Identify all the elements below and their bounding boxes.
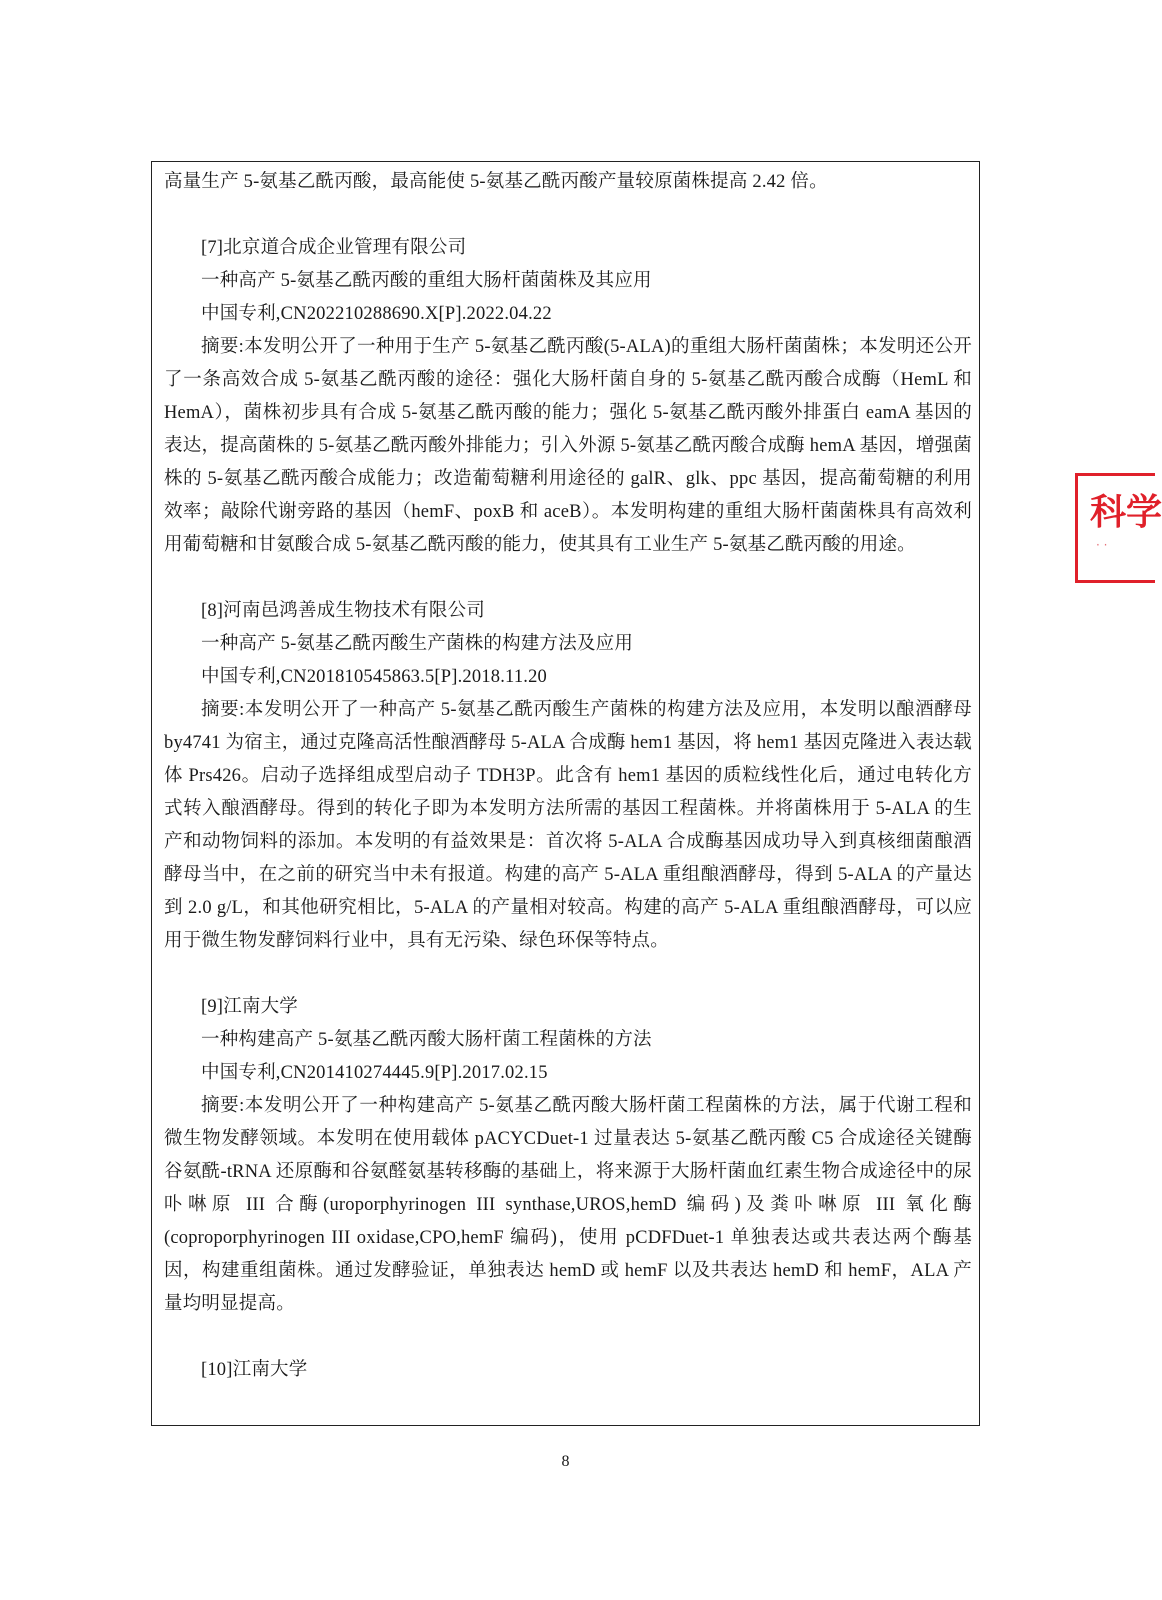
reference-patent: 中国专利,CN201410274445.9[P].2017.02.15 — [201, 1063, 548, 1083]
reference-abstract: 摘要:本发明公开了一种高产 5-氨基乙酰丙酸生产菌株的构建方法及应用，本发明以酿酒酵母 by4741 为宿主，通过克隆高活性酿酒酵母 5-ALA 合成酶 hem1 基因，将 hem1 基因克隆进入表达载体 Prs426。启动子选择组成型启动子 TDH3P。此含有 hem1 基因的质粒线性化后，通过电转化方式转入酿酒酵母。得到的转化子即为本发明方法所需的基因工程菌株。并将菌株用于 5-ALA 的生产和动物饲料的添加。本发明的有益效果是：首次将 5-ALA 合成酶基因成功导入到真核细菌酿酒酵母当中，在之前的研究当中未有报道。构建的高产 5-ALA 重组酿酒酵母，得到 5-ALA 的产量达到 2.0 g/L，和其他研究相比，5-ALA 的产量相对较高。构建的高产 5-ALA 重组酿酒酵母，可以应用于微生物发酵饲料行业中，具有无污染、绿色环保等特点。 — [164, 700, 972, 951]
reference-title: 一种高产 5-氨基乙酰丙酸生产菌株的构建方法及应用 — [201, 634, 634, 654]
document-frame — [151, 161, 980, 1426]
intro-line: 高量生产 5-氨基乙酰丙酸，最高能使 5-氨基乙酰丙酸产量较原菌株提高 2.42 倍。 — [164, 172, 828, 192]
reference-entry-7 — [164, 232, 972, 562]
reference-org: [8]河南邑鸿善成生物技术有限公司 — [201, 601, 485, 621]
page-number: 8 — [561, 1453, 570, 1470]
reference-abstract: 摘要:本发明公开了一种用于生产 5-氨基乙酰丙酸(5-ALA)的重组大肠杆菌菌株；本发明还公开了一条高效合成 5-氨基乙酰丙酸的途径：强化大肠杆菌自身的 5-氨基乙酰丙酸合成酶（HemL 和 HemA），菌株初步具有合成 5-氨基乙酰丙酸的能力；强化 5-氨基乙酰丙酸外排蛋白 eamA 基因的表达，提高菌株的 5-氨基乙酰丙酸外排能力；引入外源 5-氨基乙酰丙酸合成酶 hemA 基因，增强菌株的 5-氨基乙酰丙酸合成能力；改造葡萄糖利用途径的 galR、glk、ppc 基因，提高葡萄糖的利用效率；敲除代谢旁路的基因（hemF、poxB 和 aceB）。本发明构建的重组大肠杆菌菌株具有高效利用葡萄糖和甘氨酸合成 5-氨基乙酰丙酸的能力，使其具有工业生产 5-氨基乙酰丙酸的用途。 — [164, 337, 972, 555]
seal-text: 科学 — [1090, 492, 1162, 533]
reference-patent: 中国专利,CN201810545863.5[P].2018.11.20 — [201, 667, 547, 687]
reference-org: [7]北京道合成企业管理有限公司 — [201, 238, 467, 258]
official-seal — [1075, 473, 1162, 583]
reference-abstract: 摘要:本发明公开了一种构建高产 5-氨基乙酰丙酸大肠杆菌工程菌株的方法，属于代谢工程和微生物发酵领域。本发明在使用载体 pACYCDuet-1 过量表达 5-氨基乙酰丙酸 C5 合成途径关键酶谷氨酰-tRNA 还原酶和谷氨醛氨基转移酶的基础上，将来源于大肠杆菌血红素生物合成途径中的尿卟啉原 III 合酶(uroporphyrinogen III synthase,UROS,hemD 编码)及粪卟啉原 III 氧化酶(coproporphyrinogen III oxidase,CPO,hemF 编码)，使用 pCDFDuet-1 单独表达或共表达两个酶基因，构建重组菌株。通过发酵验证，单独表达 hemD 或 hemF 以及共表达 hemD 和 hemF，ALA 产量均明显提高。 — [164, 1096, 972, 1314]
reference-org-10: [10]江南大学 — [201, 1360, 308, 1380]
reference-title: 一种高产 5-氨基乙酰丙酸的重组大肠杆菌菌株及其应用 — [201, 271, 652, 291]
document-content — [164, 166, 972, 1387]
reference-entry-8 — [164, 595, 972, 958]
seal-mark: · · — [1096, 538, 1108, 552]
reference-org: [9]江南大学 — [201, 997, 298, 1017]
reference-entry-9 — [164, 991, 972, 1321]
reference-title: 一种构建高产 5-氨基乙酰丙酸大肠杆菌工程菌株的方法 — [201, 1030, 652, 1050]
reference-patent: 中国专利,CN202210288690.X[P].2022.04.22 — [201, 304, 552, 324]
